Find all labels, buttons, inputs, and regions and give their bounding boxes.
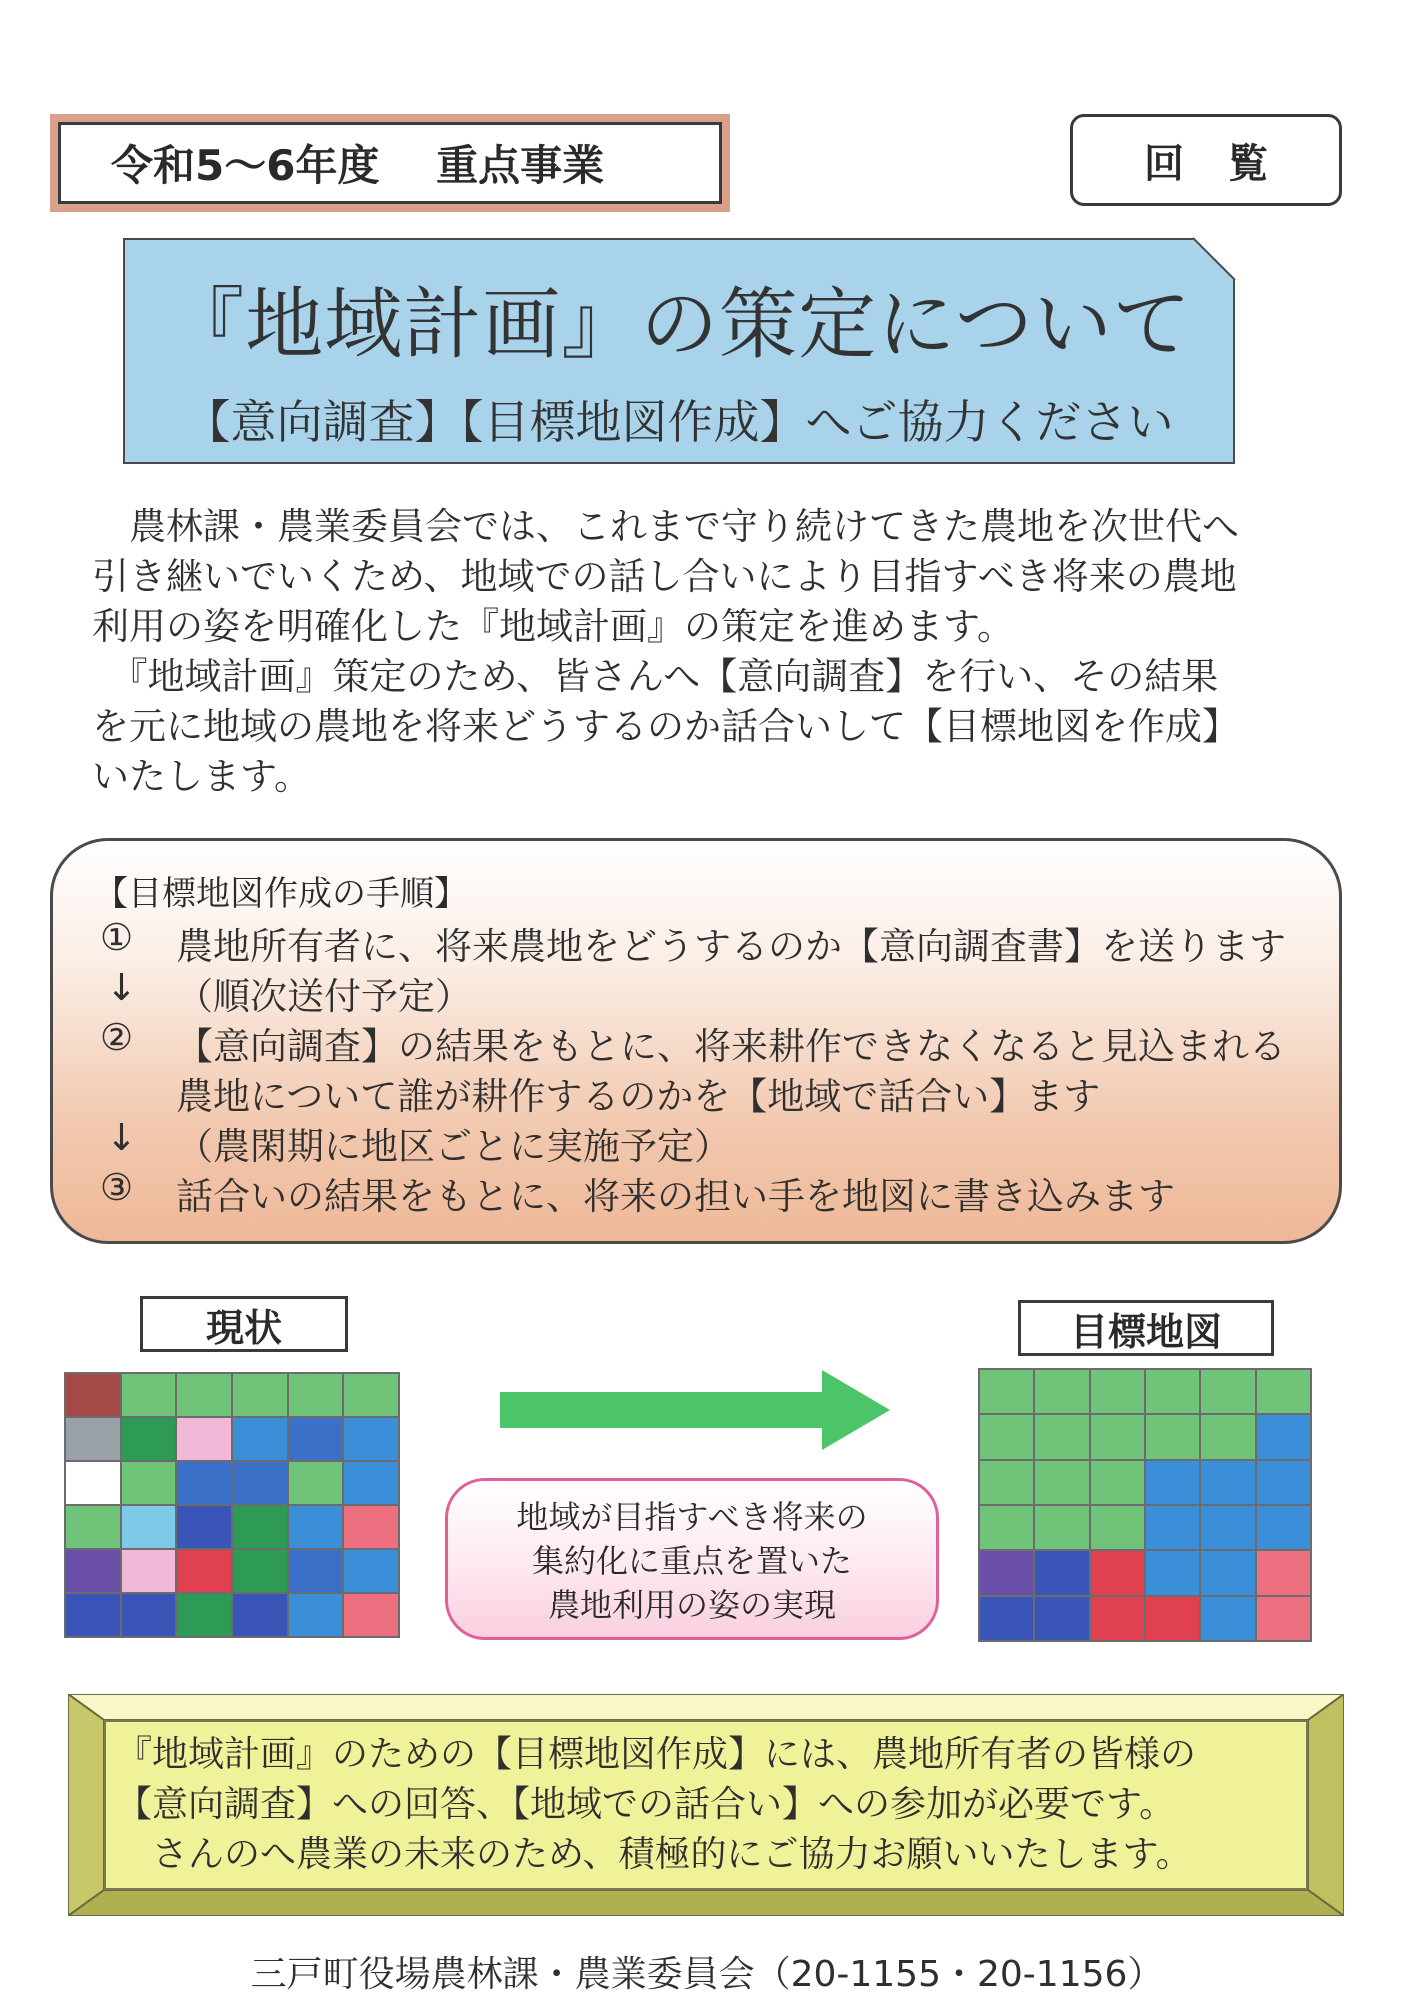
map-parcel (66, 1550, 120, 1592)
map-parcel (980, 1506, 1033, 1549)
map-parcel (1146, 1551, 1199, 1594)
map-parcel (1035, 1506, 1088, 1549)
map-parcel (289, 1374, 343, 1416)
closing-line: 『地域計画』のための【目標地図作成】には、農地所有者の皆様の (116, 1734, 1197, 1775)
goal-note (445, 1478, 939, 1640)
intro-line: 『地域計画』策定のため、皆さんへ【意向調査】を行い、その結果 (92, 655, 1219, 698)
closing-line: さんのへ農業の未来のため、積極的にご協力お願いいたします。 (116, 1834, 1192, 1875)
intro-line: いたします。 (92, 755, 312, 798)
target-land-map (978, 1368, 1312, 1642)
map-parcel (344, 1594, 398, 1636)
map-parcel (980, 1597, 1033, 1640)
map-parcel (1035, 1415, 1088, 1458)
right-arrow-icon (500, 1370, 890, 1450)
intro-line: を元に地域の農地を将来どうするのか話合いして【目標地図を作成】 (92, 705, 1239, 748)
map-parcel (122, 1506, 176, 1548)
map-parcel (177, 1550, 231, 1592)
map-parcel (122, 1594, 176, 1636)
map-parcel (233, 1418, 287, 1460)
map-parcel (1257, 1551, 1310, 1594)
page-title: 『地域計画』の策定について (166, 280, 1192, 370)
page-subtitle: 【意向調査】【目標地図作成】へご協力ください (184, 395, 1174, 449)
goal-note-line: 農地利用の姿の実現 (547, 1586, 836, 1624)
down-arrow-icon: ↓ (106, 966, 138, 1009)
map-parcel (344, 1462, 398, 1504)
map-parcel (122, 1418, 176, 1460)
step-1-note: （順次送付予定） (176, 975, 472, 1018)
map-parcel (122, 1550, 176, 1592)
map-parcel (1146, 1370, 1199, 1413)
map-parcel (1201, 1597, 1254, 1640)
map-parcel (980, 1370, 1033, 1413)
map-parcel (1201, 1370, 1254, 1413)
map-parcel (1257, 1370, 1310, 1413)
goal-note-line: 集約化に重点を置いた (531, 1542, 852, 1580)
map-parcel (289, 1418, 343, 1460)
map-parcel (1091, 1597, 1144, 1640)
map-parcel (289, 1550, 343, 1592)
program-header-text: 令和5〜6年度 重点事業 (58, 122, 722, 204)
map-parcel (177, 1374, 231, 1416)
map-parcel (1035, 1370, 1088, 1413)
map-parcel (233, 1462, 287, 1504)
map-parcel (1257, 1597, 1310, 1640)
step-2-text-cont: 農地について誰が耕作するのかを【地域で話合い】ます (176, 1075, 1101, 1118)
map-parcel (66, 1506, 120, 1548)
map-parcel (1146, 1597, 1199, 1640)
intro-line: 利用の姿を明確化した『地域計画』の策定を進めます。 (92, 605, 1015, 648)
map-parcel (1257, 1415, 1310, 1458)
map-parcel (1091, 1415, 1144, 1458)
map-parcel (1146, 1461, 1199, 1504)
map-parcel (1091, 1551, 1144, 1594)
map-parcel (1201, 1506, 1254, 1549)
map-parcel (1146, 1415, 1199, 1458)
map-parcel (1201, 1551, 1254, 1594)
map-parcel (980, 1415, 1033, 1458)
map-parcel (344, 1506, 398, 1548)
intro-line: 農林課・農業委員会では、これまで守り続けてきた農地を次世代へ (92, 505, 1239, 548)
map-parcel (66, 1594, 120, 1636)
footer-contact: 三戸町役場農林課・農業委員会（20-1155・20-1156） (250, 1954, 1164, 1995)
goal-note-line: 地域が目指すべき将来の (516, 1498, 868, 1536)
closing-text (116, 1730, 1306, 1880)
step-2-marker: ② (100, 1016, 134, 1059)
map-parcel (1035, 1551, 1088, 1594)
program-header (50, 114, 730, 212)
map-parcel (177, 1594, 231, 1636)
map-parcel (177, 1418, 231, 1460)
intro-line: 引き継いでいくため、地域での話し合いにより目指すべき将来の農地 (92, 555, 1237, 598)
step-3-marker: ③ (100, 1166, 134, 1209)
map-parcel (344, 1550, 398, 1592)
map-parcel (177, 1462, 231, 1504)
down-arrow-icon: ↓ (106, 1116, 138, 1159)
map-parcel (66, 1418, 120, 1460)
map-parcel (344, 1374, 398, 1416)
map-parcel (1091, 1461, 1144, 1504)
map-parcel (980, 1461, 1033, 1504)
current-land-map (64, 1372, 400, 1638)
map-parcel (177, 1506, 231, 1548)
map-parcel (1257, 1461, 1310, 1504)
map-parcel (289, 1506, 343, 1548)
map-parcel (1257, 1506, 1310, 1549)
step-3-text: 話合いの結果をもとに、将来の担い手を地図に書き込みます (176, 1175, 1175, 1218)
map-parcel (1146, 1506, 1199, 1549)
map-parcel (980, 1551, 1033, 1594)
map-parcel (66, 1462, 120, 1504)
circulation-badge: 回覧 (1070, 114, 1342, 206)
map-parcel (233, 1374, 287, 1416)
procedure-title: 【目標地図作成の手順】 (94, 874, 468, 914)
map-parcel (122, 1462, 176, 1504)
step-2-text: 【意向調査】の結果をもとに、将来耕作できなくなると見込まれる (176, 1025, 1286, 1068)
intro-paragraph (92, 502, 1342, 802)
map-parcel (233, 1594, 287, 1636)
map-parcel (1201, 1461, 1254, 1504)
map-parcel (344, 1418, 398, 1460)
map-parcel (1091, 1506, 1144, 1549)
step-1-marker: ① (100, 916, 134, 959)
map-parcel (1201, 1415, 1254, 1458)
target-map-label: 目標地図 (1018, 1300, 1274, 1356)
map-parcel (289, 1594, 343, 1636)
map-parcel (122, 1374, 176, 1416)
map-parcel (1091, 1370, 1144, 1413)
step-1-text: 農地所有者に、将来農地をどうするのか【意向調査書】を送ります (176, 925, 1286, 968)
map-parcel (1035, 1461, 1088, 1504)
map-parcel (66, 1374, 120, 1416)
current-map-label: 現状 (140, 1296, 348, 1352)
map-parcel (233, 1550, 287, 1592)
map-parcel (289, 1462, 343, 1504)
map-parcel (233, 1506, 287, 1548)
map-parcel (1035, 1597, 1088, 1640)
step-2-note: （農閑期に地区ごとに実施予定） (176, 1125, 731, 1168)
closing-line: 【意向調査】への回答、【地域での話合い】への参加が必要です。 (116, 1784, 1176, 1825)
